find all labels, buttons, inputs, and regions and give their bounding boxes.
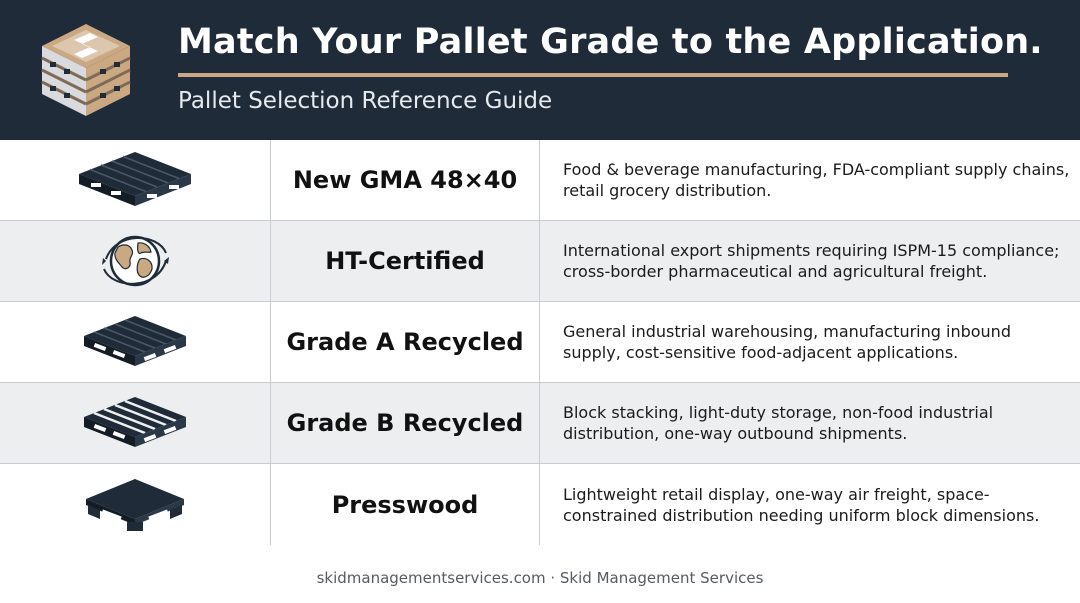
header-banner (0, 0, 1080, 140)
pallet-grade-name: Presswood (270, 464, 540, 545)
table-row (0, 383, 1080, 464)
table-row (0, 221, 1080, 302)
page-subtitle: Pallet Selection Reference Guide (178, 88, 553, 114)
page-title: Match Your Pallet Grade to the Application. (178, 22, 1043, 62)
footer-credit: skidmanagementservices.com · Skid Management Services (316, 569, 764, 587)
block-pallet-icon (80, 312, 190, 372)
molded-presswood-pallet-icon (80, 475, 190, 535)
pallet-grade-description: General industrial warehousing, manufacturing inbound supply, cost-sensitive food-adjacent applications. (563, 322, 1011, 362)
repaired-block-pallet-icon (80, 393, 190, 453)
pallet-grade-description: Lightweight retail display, one-way air freight, space-constrained distribution needing uniform block dimensions. (563, 484, 1040, 525)
pallet-grade-description: International export shipments requiring ISPM-15 compliance; cross-border pharmaceutical and agricultural freight. (563, 241, 1060, 281)
stacked-pallet-logo-icon (38, 22, 134, 118)
globe-icon (100, 231, 170, 291)
pallet-grade-description: Block stacking, light-duty storage, non-food industrial distribution, one-way outbound shipments. (563, 403, 994, 443)
pallet-grade-description: Food & beverage manufacturing, FDA-compliant supply chains, retail grocery distribution. (563, 160, 1070, 200)
pallet-grade-name: New GMA 48×40 (270, 140, 540, 220)
pallet-grade-name: HT-Certified (270, 221, 540, 301)
table-row (0, 302, 1080, 383)
new-stringer-pallet-icon (77, 150, 193, 210)
pallet-grade-name: Grade B Recycled (270, 383, 540, 463)
table-row (0, 464, 1080, 545)
table-row (0, 140, 1080, 221)
title-underline (178, 73, 1008, 77)
pallet-grade-name: Grade A Recycled (270, 302, 540, 382)
